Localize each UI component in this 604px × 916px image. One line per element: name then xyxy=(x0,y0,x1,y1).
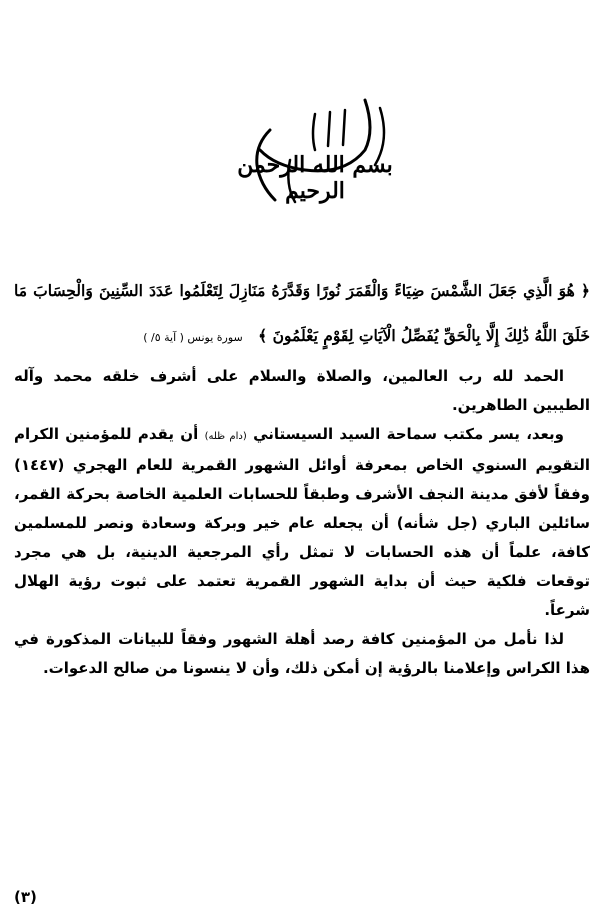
verse-text: هُوَ الَّذِي جَعَلَ الشَّمْسَ ضِيَاءً وَالْقَمَرَ نُورًا وَقَدَّرَهُ مَنَازِلَ لِتَعْلَمُوا عَدَدَ السِّنِينَ وَالْحِسَابَ مَا خَلَقَ اللَّهُ ذَٰلِكَ إِلَّا بِالْحَقِّ يُفَصِّلُ الْآيَاتِ لِقَوْمٍ يَعْلَمُونَ xyxy=(14,281,590,345)
introduction-text xyxy=(14,362,590,683)
page-number: (٣) xyxy=(14,888,37,906)
basmala-text: بسم الله الرحمن الرحيم xyxy=(237,152,393,204)
paragraph-praise: الحمد لله رب العالمين، والصلاة والسلام على أشرف خلقه محمد وآله الطيبين الطاهرين. xyxy=(14,367,590,414)
paragraph-announcement-rest: أن يقدم للمؤمنين الكرام التقويم السنوي الخاص بمعرفة أوائل الشهور القمرية للعام الهجري (١٤٤٧) وفقاً لأفق مدينة النجف الأشرف وطبقاً للحسابات العلمية الخاصة بحركة القمر، سائلين الباري (جل شأنه) أن يجعله عام خير وبركة وسعادة ونصر للمسلمين كافة، علماً أن هذه الحسابات لا تمثل رأي المرجعية الدينية، بل هي مجرد توقعات فلكية حيث أن بداية الشهور القمرية تعتمد على ثبوت رؤية الهلال شرعاً. xyxy=(14,425,590,619)
basmala-calligraphy xyxy=(215,90,415,210)
paragraph-request: لذا نأمل من المؤمنين كافة رصد أهلة الشهور وفقاً للبيانات المذكورة في هذا الكراس وإعلامنا بالرؤية إن أمكن ذلك، وأن لا ينسونا من صالح الدعوات. xyxy=(14,630,590,677)
quran-verse xyxy=(14,268,590,360)
verse-open-bracket: ﴿ xyxy=(580,281,590,300)
honorific: (دام ظله) xyxy=(204,431,247,442)
paragraph-announcement xyxy=(14,420,590,625)
paragraph-announcement-start: وبعد، يسر مكتب سماحة السيد السيستاني xyxy=(253,425,564,443)
verse-reference: سورة يونس ( آية ٥/ ) xyxy=(143,331,243,344)
verse-close-bracket: ﴾ xyxy=(258,326,268,345)
